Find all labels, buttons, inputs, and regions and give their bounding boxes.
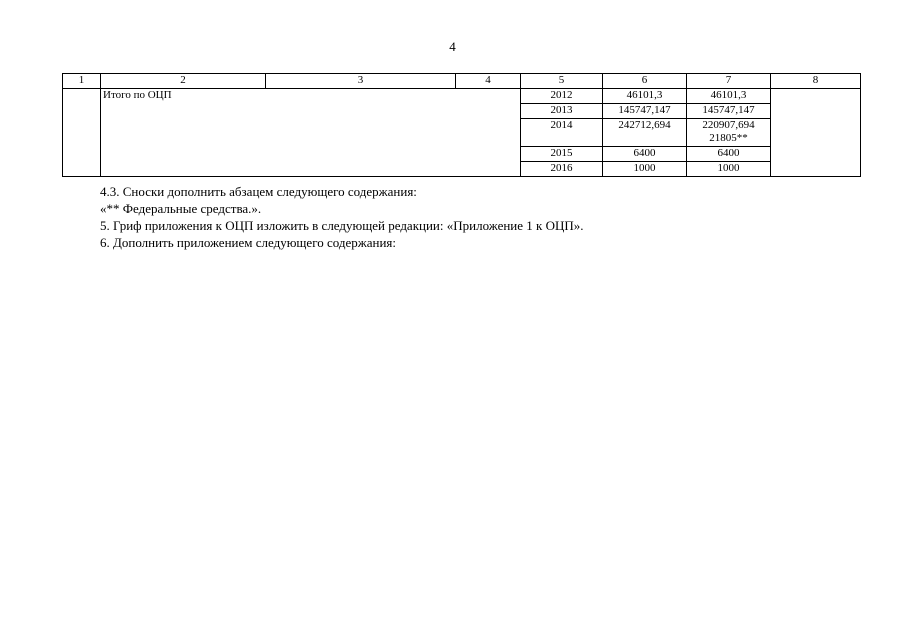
table-row (63, 89, 861, 104)
year-cell: 2012 (521, 89, 603, 104)
column-header: 4 (456, 74, 521, 89)
cell-col8-empty (771, 89, 861, 177)
col7-value: 6400 (687, 147, 771, 162)
col7-value-federal: 21805** (709, 132, 748, 144)
cell-col1-empty (63, 89, 101, 177)
year-cell: 2016 (521, 162, 603, 177)
year-cell: 2014 (521, 119, 603, 147)
table-header-row (63, 74, 861, 89)
program-funding-table (62, 73, 861, 177)
year-cell: 2013 (521, 104, 603, 119)
col6-value: 145747,147 (603, 104, 687, 119)
column-header: 8 (771, 74, 861, 89)
column-header: 5 (521, 74, 603, 89)
col7-value-main: 220907,694 (702, 119, 755, 131)
column-header: 7 (687, 74, 771, 89)
paragraph-add-appendix: 6. Дополнить приложением следующего содержания: (100, 235, 396, 250)
col6-value: 46101,3 (603, 89, 687, 104)
page-number: 4 (449, 39, 456, 54)
total-label: Итого по ОЦП (101, 89, 521, 177)
year-cell: 2015 (521, 147, 603, 162)
col7-value: 46101,3 (687, 89, 771, 104)
paragraph-appendix-heading: 5. Гриф приложения к ОЦП изложить в следующей редакции: «Приложение 1 к ОЦП». (100, 218, 584, 233)
body-text (62, 183, 862, 251)
col6-value: 6400 (603, 147, 687, 162)
column-header: 6 (603, 74, 687, 89)
col6-value: 1000 (603, 162, 687, 177)
col7-value: 145747,147 (687, 104, 771, 119)
col7-value (687, 119, 771, 147)
paragraph-footnote-instruction: 4.3. Сноски дополнить абзацем следующего содержания: (100, 184, 417, 199)
paragraph-footnote-text: «** Федеральные средства.». (100, 201, 262, 216)
col7-value: 1000 (687, 162, 771, 177)
column-header: 2 (101, 74, 266, 89)
col6-value: 242712,694 (603, 119, 687, 147)
column-header: 1 (63, 74, 101, 89)
column-header: 3 (266, 74, 456, 89)
